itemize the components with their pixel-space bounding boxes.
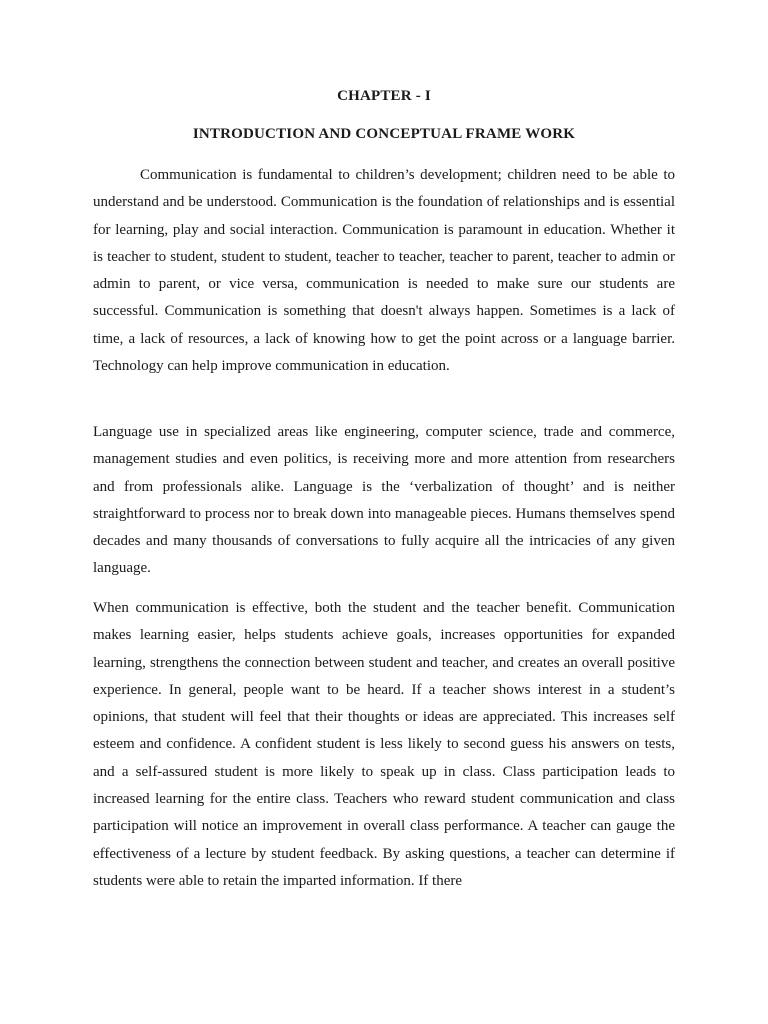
chapter-heading: CHAPTER - I [337, 88, 431, 104]
chapter-title: INTRODUCTION AND CONCEPTUAL FRAME WORK [192, 126, 576, 142]
paragraph-communication-fundamentals: Communication is fundamental to children’s development; children need to be able to understand and be understood. Communication is the foundation of relationships and is essential for learning, play and social interaction. Communication is paramount in education. Whether it is teacher to student, student to student, teacher to teacher, teacher to parent, teacher to admin or admin to parent, or vice versa, communication is needed to make sure our students are successful. Communication is something that doesn't always happen. Sometimes is a lack of time, a lack of resources, a lack of knowing how to get the point across or a language barrier. Technology can help improve communication in education. [93, 167, 675, 375]
paragraph-effective-communication: When communication is effective, both the student and the teacher benefit. Communication makes learning easier, helps students achieve goals, increases opportunities for expanded learning, strengthens the connection between student and teacher, and creates an overall positive experience. In general, people want to be heard. If a teacher shows interest in a student’s opinions, that student will feel that their thoughts or ideas are appreciated. This increases self esteem and confidence. A confident student is less likely to second guess his answers on tests, and a self-assured student is more likely to speak up in class. Class participation leads to increased learning for the entire class. Teachers who reward student communication and class participation will notice an improvement in overall class performance. A teacher can gauge the effectiveness of a lecture by student feedback. By asking questions, a teacher can determine if students were able to retain the imparted information. If there [93, 600, 675, 889]
paragraph-language-use: Language use in specialized areas like engineering, computer science, trade and commerce, management studies and even politics, is receiving more and more attention from researchers and from professionals alike. Language is the ‘verbalization of thought’ and is neither straightforward to process nor to break down into manageable pieces. Humans themselves spend decades and many thousands of conversations to fully acquire all the intricacies of any given language. [93, 424, 675, 577]
